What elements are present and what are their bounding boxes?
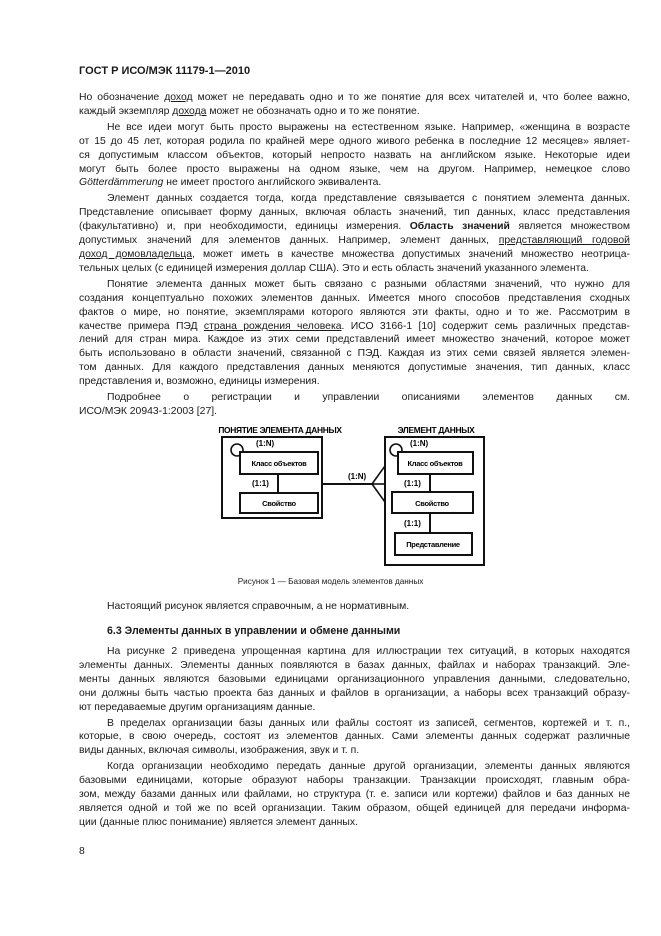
text-segment: Элемент данных создается тогда, когда представление связывается с понятием элемента данных. (107, 193, 630, 205)
text-segment: ИСО/МЭК 20943-1:2003 [27]. (79, 405, 218, 417)
text-line (79, 292, 630, 306)
text-segment: . ИСО 3166-1 [10] содержит семь различных представ- (341, 320, 630, 332)
cardinality-label: (1:N) (256, 439, 275, 448)
object-class-label: Класс объектов (251, 459, 307, 468)
text-line (79, 278, 630, 292)
text-line (79, 135, 630, 149)
text-segment: базовыми единицами, которые образуют наборы транзакции. Транзакции происходят, главным обра- (79, 775, 630, 787)
text-segment: они должны быть частью проекта баз данных и файлов в организации, а наборы всех транзакций образу- (79, 687, 630, 699)
text-segment: Но обозначение (79, 92, 165, 103)
section-heading: 6.3 Элементы данных в управлении и обмене данными (107, 625, 401, 637)
text-line (79, 687, 630, 701)
paragraph (79, 91, 630, 119)
figure-caption: Рисунок 1 — Базовая модель элементов данных (237, 577, 424, 586)
left-box-title: ПОНЯТИЕ ЭЛЕМЕНТА ДАННЫХ (218, 425, 342, 435)
text-segment: качестве примера ПЭД (79, 320, 204, 332)
text-line (79, 774, 630, 788)
text-line (79, 730, 630, 744)
relationship-cardinality: (1:N) (348, 472, 367, 481)
text-segment: могут быть более просто выражены на одном языке, чем на другом. Например, немецкое слово (79, 163, 630, 175)
text-line (79, 405, 630, 419)
text-line (79, 816, 630, 830)
text-segment: не имеет простого английского эквивалента. (163, 177, 382, 189)
italic-term: Götterdämmerung (79, 177, 164, 189)
text-line (79, 320, 630, 334)
text-segment: является одной и той же по всей организации. Таким образом, общей единицей для передачи информа- (79, 802, 630, 814)
text-line (79, 192, 630, 206)
cardinality-label: (1:1) (252, 479, 269, 488)
text-segment: допустимых значений для элементов данных. Например, элемент данных, (79, 235, 499, 247)
text-line (79, 375, 630, 389)
paragraph (79, 391, 630, 419)
text-line (79, 744, 630, 758)
text-segment: виды данных, включая символы, изображения, звук и т. п. (79, 745, 360, 757)
text-segment: ся допустимым классом объектов, который непросто назвать на английском языке. Некоторые идеи (79, 149, 630, 161)
text-line (79, 333, 630, 347)
text-segment: лений для стран мира. Каждое из этих семи представлений имеет множество значений, которое может (79, 334, 630, 346)
text-line (79, 206, 630, 220)
text-line (79, 176, 630, 190)
text-segment: является множеством (509, 221, 630, 233)
paragraph (79, 192, 630, 275)
text-segment: создания концептуально похожих элементов данных. Имеется много способов представления сходных (79, 292, 630, 304)
text-line (79, 347, 630, 361)
text-line (79, 673, 630, 687)
text-line (79, 788, 630, 802)
underlined-term: представляющий годовой (498, 235, 630, 247)
paragraph (79, 645, 630, 715)
text-line (79, 121, 630, 135)
property-label: Свойство (262, 499, 296, 508)
text-segment: может не передавать одно и то же понятие для всех читателей и, что более важно, (192, 92, 630, 103)
text-segment: В пределах организации базы данных или файлы состоят из записей, сегментов, кортежей и т. п., (107, 717, 630, 729)
cardinality-label: (1:1) (404, 479, 421, 488)
page-number: 8 (79, 846, 85, 857)
text-segment: том данных. Для каждого представления данных меняются допустимые значения, тип данных, класс (79, 362, 630, 374)
text-line (79, 645, 630, 659)
text-line (79, 361, 630, 375)
text-line (79, 802, 630, 816)
text-segment: Не все идеи могут быть просто выражены на естественном языке. Например, «женщина в возрасте (107, 121, 630, 133)
text-segment: каждый экземпляр (79, 105, 173, 117)
text-line (79, 306, 630, 320)
paragraph (79, 121, 630, 191)
paragraph (79, 760, 630, 830)
object-class-label: Класс объектов (407, 459, 463, 468)
text-segment: Подробнее о регистрации и управлении описаниями элементов данных см. (107, 392, 630, 404)
text-segment: Когда организации необходимо передать данные другой организации, элементы данных являются (107, 761, 630, 773)
text-line (79, 234, 630, 248)
text-line (79, 105, 630, 119)
right-box-title: ЭЛЕМЕНТ ДАННЫХ (397, 425, 475, 435)
document-header: ГОСТ Р ИСО/МЭК 11179-1—2010 (79, 65, 251, 77)
text-segment: которые, в свою очередь, состоят из элементов данных. Сами элементы данных содержат различные (79, 731, 630, 743)
cardinality-label: (1:1) (404, 519, 421, 528)
text-segment: ции (данные плюс понимание) является элемент данных. (79, 816, 358, 828)
property-label: Свойство (415, 499, 449, 508)
text-line (79, 149, 630, 163)
text-line (79, 391, 630, 405)
representation-label: Представление (406, 540, 460, 549)
text-line (79, 163, 630, 177)
text-line (79, 262, 630, 276)
underlined-term: доход домовладельца (79, 248, 193, 260)
bold-term: Область значений (409, 221, 510, 233)
text-segment: быть использовано в области значений, связанной с ПЭД. Каждая из этих семи связей является элемен- (79, 348, 630, 360)
body-text-upper (79, 91, 630, 419)
text-line (79, 659, 630, 673)
text-segment: элементы данных. Элементы данных появляются в базах данных, файлах и наборах транзакций. Эле- (79, 659, 630, 671)
text-segment: тельных целых (с единицей измерения доллар США). Это и есть область значений указанного элемента. (79, 262, 589, 274)
text-segment: Понятие элемента данных может быть связано с разными областями значений, что нужно для (107, 278, 630, 290)
text-segment: На рисунке 2 приведена упрощенная картина для иллюстрации тех ситуаций, в которых находятся (107, 646, 630, 657)
text-segment: зом, между базами данных или файлами, но структура (т. е. записи или кортежи) файлов и баз данных не (79, 789, 630, 801)
figure-note: Настоящий рисунок является справочным, а не нормативным. (107, 601, 410, 612)
text-segment: Представление описывает форму данных, включая область значений, тип данных, класс представления (79, 207, 630, 219)
paragraph (79, 278, 630, 389)
underlined-term: дохода (172, 105, 207, 117)
text-segment: (факультативно) и, при необходимости, единицы измерения. (79, 221, 410, 233)
text-segment: менты данных являются базовыми единицами организационного управления данными, следовательно, (79, 673, 630, 685)
text-line (79, 760, 630, 774)
underlined-term: доход (164, 92, 193, 103)
text-segment: , может иметь в качестве множества допустимых значений множество неотрица- (192, 248, 630, 260)
text-segment: от 15 до 45 лет, которая родила по крайней мере одного живого ребенка в последние 12 месяцев» являет- (79, 135, 630, 147)
body-text-lower (79, 645, 630, 830)
text-segment: может не обозначать одно и то же понятие. (206, 105, 420, 117)
text-segment: ют передаваемые другим организациям данные. (79, 701, 316, 713)
text-line (79, 717, 630, 731)
text-line (79, 91, 630, 105)
paragraph (79, 717, 630, 759)
underlined-term: страна рождения человека (203, 320, 342, 332)
text-segment: представления и, возможно, единицы измерения. (79, 376, 320, 388)
cardinality-label: (1:N) (410, 439, 429, 448)
text-line (79, 220, 630, 234)
figure-data-element-model (190, 420, 490, 570)
text-segment: фактов о мире, но понятие, экземплярами которого являются эти факты, одно и то же. Рассмотрим в (79, 306, 630, 318)
text-line (79, 248, 630, 262)
text-line (79, 701, 630, 715)
